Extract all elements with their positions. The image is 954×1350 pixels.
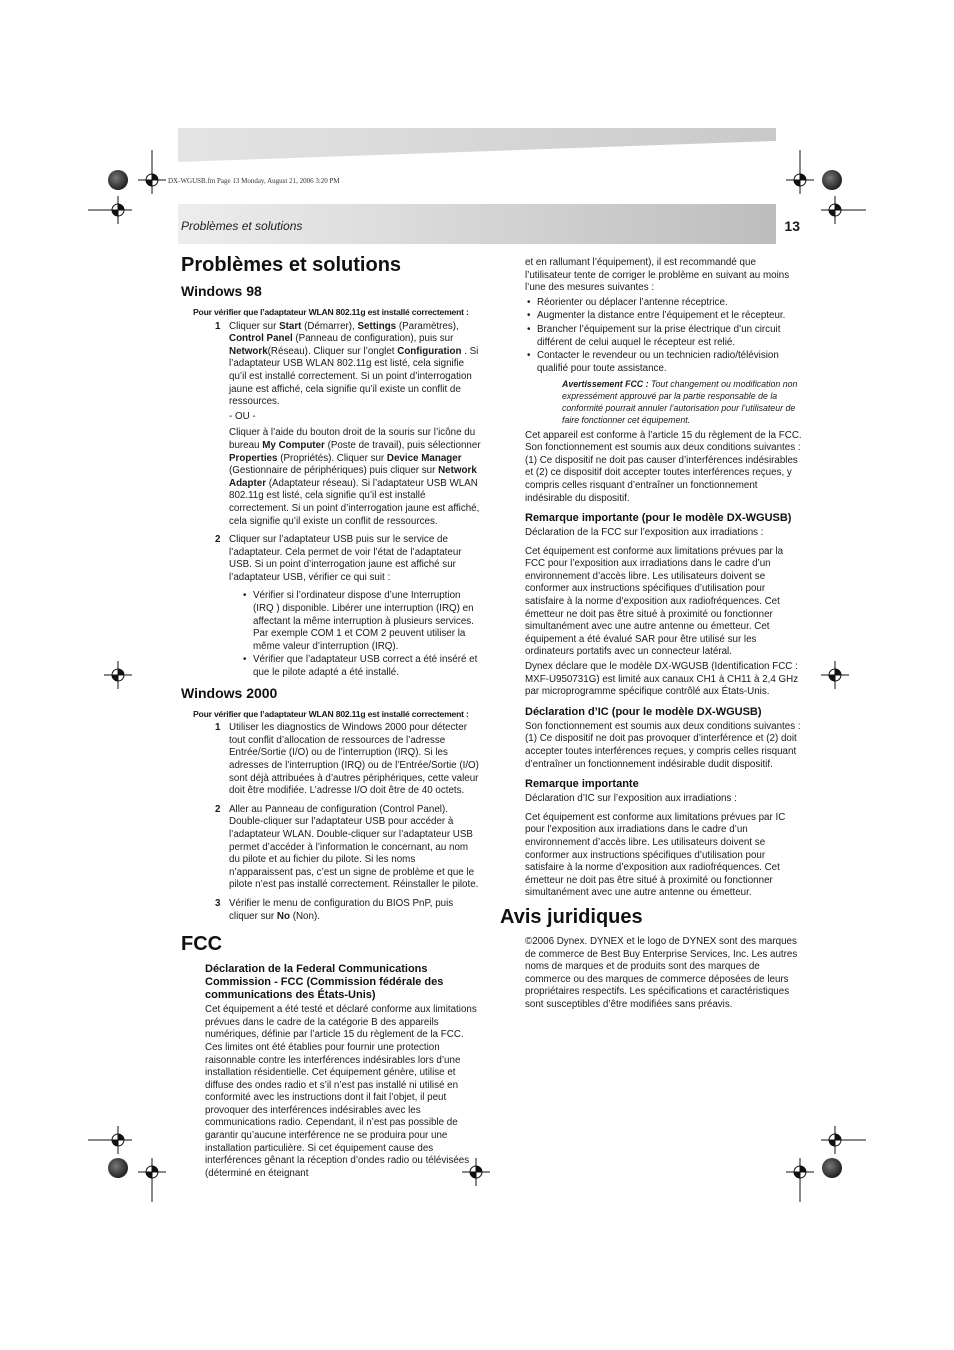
- heading-important-note: Remarque importante (pour le modèle DX-WGUSB): [525, 512, 792, 525]
- win98-step-2: [215, 534, 481, 586]
- ic-exposure-title: Déclaration d’IC sur l’exposition aux irradiations :: [525, 793, 737, 805]
- fcc-measures: [525, 297, 802, 376]
- fcc-subheading: Déclaration de la Federal Communications Commission - FCC (Commission fédérale des communications des États-Unis): [205, 963, 444, 1002]
- win98-lead: Pour vérifier que l’adaptateur WLAN 802.11g est installé correctement :: [193, 307, 469, 317]
- heading-windows-98: Windows 98: [181, 283, 262, 299]
- win98-step-1: [215, 321, 481, 531]
- win2000-lead: Pour vérifier que l’adaptateur WLAN 802.11g est installé correctement :: [193, 708, 469, 719]
- step-number: 2: [215, 534, 221, 546]
- step-number: 1: [215, 722, 221, 734]
- ic-text: Son fonctionnement est soumis aux deux conditions suivantes : (1) Ce dispositif ne doit pas provoquer d’interférence et (2) doit accepter toutes interférences reçues, y compris celles risquant d’entraîner un fonctionnement indésirable dudit dispositif.: [525, 720, 801, 770]
- page-number: 13: [784, 218, 800, 234]
- heading-legal: Avis juridiques: [500, 905, 643, 928]
- step-number: 1: [215, 320, 221, 332]
- list-item: • Contacter le revendeur ou un technicien radio/télévision qualifié pour toute assistance.: [525, 350, 802, 375]
- heading-ic: Déclaration d’IC (pour le modèle DX-WGUSB): [525, 705, 762, 718]
- fcc-warning: Avertissement FCC : Tout changement ou modification non expressément approuvé par la partie responsable de la conformité pourrait annuler l’autorisation pour l’utilisateur de faire fonctionner cet équipement.: [562, 379, 798, 425]
- running-header: Problèmes et solutions: [181, 219, 303, 233]
- or-separator: - OU -: [229, 410, 256, 422]
- heading-windows-2000: Windows 2000: [181, 684, 278, 701]
- legal-text: ©2006 Dynex. DYNEX et le logo de DYNEX sont des marques de commerce de Best Buy Enterprise Services, Inc. Les autres noms de marques et de produits sont des marques de commerce ou des marques de commerce déposées de leurs propriétaires respectifs. Les spécifications et caractéristiques sont susceptibles d’être modifiées sans préavis.: [525, 935, 798, 1010]
- left-column: [181, 252, 481, 1182]
- exposure-text: Cet équipement est conforme aux limitations prévues par la FCC pour l’exposition aux irradiations dans le cadre d’un environnement d’accès libre. Les utilisateurs doivent se conformer aux instructions spécifiques d’utilisation pour satisfaire à la norme d’exposition aux radiofréquences. Cet émetteur ne doit pas être situé à proximité ou fonctionner simultanément avec une autre antenne ou émetteur. Cet équipement a été évalué SAR pour être utilisé sur les ordinateurs portatifs avec un connecteur latéral.: [525, 545, 784, 658]
- list-item: • Brancher l’équipement sur la prise électrique d’un circuit différent de celui auquel le récepteur est relié.: [525, 324, 802, 349]
- fcc-continuation: et en rallumant l’équipement), il est recommandé que l’utilisateur tente de corriger le problème en suivant au moins l’une des mesures suivantes :: [525, 257, 790, 294]
- step-text: Cliquer sur Start (Démarrer), Settings (Paramètres), Control Panel (Panneau de configuration), puis sur Network(Réseau). Cliquer sur l’onglet Configuration . Si l’adaptateur USB WLAN 802.11g est listé, cela signifie qu’il est installé correctement. Si un point d’interrogation jaune est affiché, cela signifie qu’il existe un conflit de ressources.: [229, 320, 479, 408]
- list-item: • Vérifier si l’ordinateur dispose d’une Interruption (IRQ ) disponible. Libérer une interruption (IRQ) en affectant la même interruption à plusieurs services. Par exemple COM 1 et COM 2 peuvent utiliser la même valeur d’interruption (IRQ).: [241, 590, 481, 653]
- step-text: Aller au Panneau de configuration (Control Panel). Double-cliquer sur l’adaptateur USB pour accéder à l’adaptateur WLAN. Double-cliquer sur l’adaptateur USB permet d’accéder à l’information le concernant, au nom du pilote et au fichier du pilote. Si les noms n’apparaissent pas, c’est un signe de problème et que le pilote n’est pas installé correctement. Réinstaller le pilote.: [229, 803, 479, 891]
- ic-exposure-text: Cet équipement est conforme aux limitations prévues par IC pour l’exposition aux irradiations dans le cadre d’un environnement d’accès libre. Les utilisateurs doivent se conformer aux instructions spécifiques d’utilisation pour satisfaire à la norme d’exposition aux radiofréquences. Cet émetteur ne doit pas être situé à proximité ou fonctionner simultanément avec une autre antenne ou émetteur.: [525, 811, 786, 899]
- step-number: 2: [215, 803, 221, 815]
- page-title: Problèmes et solutions: [181, 254, 402, 276]
- win2000-step-3: [215, 898, 481, 925]
- step-text: Utiliser les diagnostics de Windows 2000 pour détecter tout conflit d’allocation de ressources de l’adresse Entrée/Sortie (I/O) ou de l’interruption (IRQ). Si les adresses de l’interruption (IRQ) ou de l’Entrée/Sortie (I/O) sont déjà attribuées à d’autres périphériques, cette valeur doit être modifiée. L’adresse I/O doit être de 40 octets.: [229, 722, 479, 797]
- file-slug: DX-WGUSB.fm Page 13 Monday, August 21, 2006 3:20 PM: [168, 177, 340, 185]
- fcc-compliance: Cet appareil est conforme à l’article 15 du règlement de la FCC. Son fonctionnement est soumis aux deux conditions suivantes : (1) Ce dispositif ne doit pas causer d’interférences indésirables et (2) ce dispositif doit accepter toutes interférences reçues, y compris celles risquant d’entraîner un fonctionnement indésirable du dispositif.: [525, 429, 802, 504]
- heading-important-note-2: Remarque importante: [525, 778, 639, 791]
- win2000-step-1: [215, 722, 481, 800]
- step-number: 3: [215, 897, 221, 909]
- step-text: Cliquer à l’aide du bouton droit de la souris sur l’icône du bureau My Computer (Poste de travail), puis sélectionner Properties (Propriétés). Cliquer sur Device Manager (Gestionnaire de périphériques) puis cliquer sur Network Adapter (Adaptateur réseau). Si l’adaptateur USB WLAN 802.11g est listé, cela signifie qu’il est installé correctement. Si un point d’interrogation jaune est affiché, cela signifie qu’il existe un conflit de ressources.: [229, 427, 481, 527]
- heading-fcc: FCC: [181, 933, 223, 956]
- win2000-step-2: [215, 804, 481, 894]
- list-item: • Réorienter ou déplacer l’antenne réceptrice.: [525, 297, 802, 310]
- win98-checks: [241, 590, 481, 679]
- channel-text: Dynex déclare que le modèle DX-WGUSB (Identification FCC : MXF-U950731G) est limité aux canaux CH1 à CH11 à 2,4 GHz par microprogramme spécifique contrôlé aux États-Unis.: [525, 661, 799, 698]
- list-item: • Vérifier que l’adaptateur USB correct a été inséré et que le pilote adapté a été installé.: [241, 654, 481, 679]
- fcc-paragraph: Cet équipement a été testé et déclaré conforme aux limitations prévues dans le cadre de la catégorie B des appareils numériques, définie par l’article 15 du règlement de la FCC. Ces limites ont été établies pour fournir une protection raisonnable contre les interférences indésirables lors d’une installation résidentielle. Cet équipement génère, utilise et diffuse des ondes radio et s’il n’est pas installé ni utilisé en conformité avec les instructions dont il fait l’objet, il peut provoquer des interférences indésirables avec les communications radio. Cependant, il n’est pas possible de garantir qu’aucune interférence ne se produira pour une installation particulière. Si cet équipement cause des interférences gênant la réception d’ondes radio ou télévisées (déterminé en éteignant: [205, 1004, 477, 1179]
- step-text: Cliquer sur l’adaptateur USB puis sur le service de l’adaptateur. Cela permet de voir l’état de l’adaptateur USB. Si un point d’interrogation jaune est affiché sur l’adaptateur USB, vérifier ce qui suit :: [229, 534, 462, 583]
- exposure-title: Déclaration de la FCC sur l’exposition aux irradiations :: [525, 527, 764, 539]
- list-item: • Augmenter la distance entre l’équipement et le récepteur.: [525, 310, 802, 323]
- step-text: Vérifier le menu de configuration du BIOS PnP, puis cliquer sur No (Non).: [229, 897, 454, 922]
- right-column: [500, 257, 802, 1014]
